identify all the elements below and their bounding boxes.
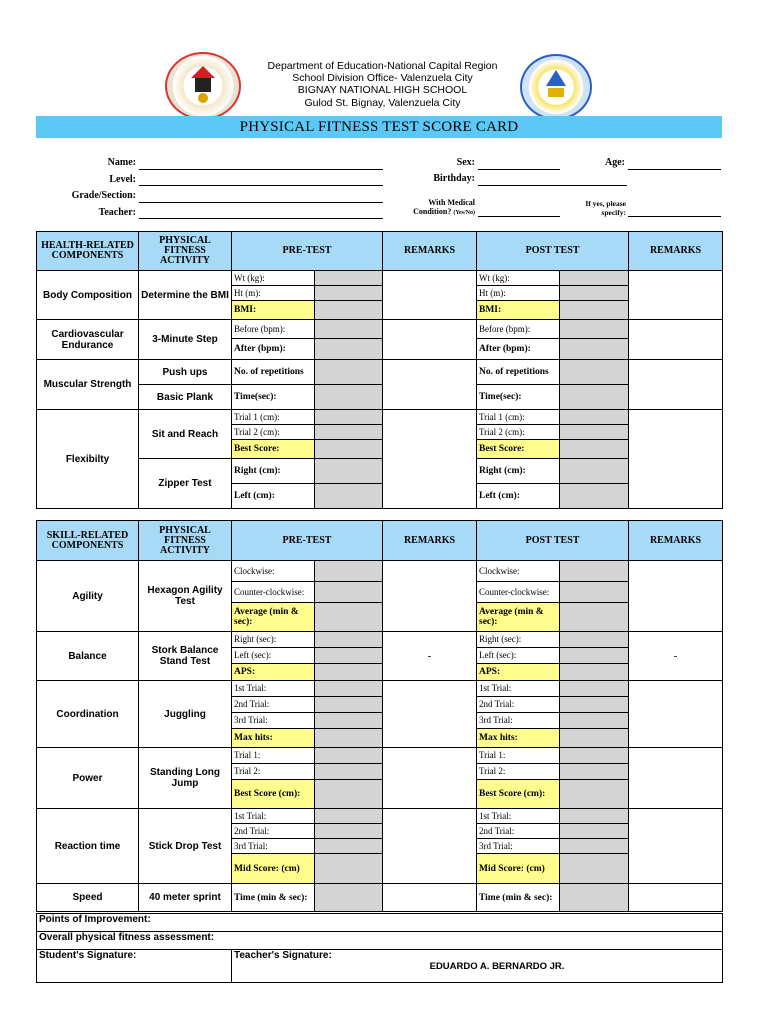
pre-remarks-flex[interactable]	[383, 410, 477, 509]
pre-bmi-label: BMI:	[232, 301, 315, 320]
student-signature[interactable]: Student's Signature:	[37, 950, 232, 983]
stick-drop-label: Stick Drop Test	[139, 809, 232, 884]
teacher-signature-name: EDUARDO A. BERNARDO JR.	[429, 961, 565, 972]
health-components-header: HEALTH-RELATED COMPONENTS	[37, 232, 139, 271]
teacher-signature[interactable]	[232, 950, 723, 983]
sex-field[interactable]	[478, 169, 560, 170]
post-react-t1-label: 1st Trial:	[477, 809, 560, 824]
post-coord-t1-input[interactable]	[560, 681, 629, 697]
pre-right-cm-input[interactable]	[315, 459, 383, 484]
pre-trial2cm-input[interactable]	[315, 425, 383, 440]
juggling-label: Juggling	[139, 681, 232, 748]
post-remarks-agility[interactable]	[629, 561, 723, 632]
post-trial2cm-input[interactable]	[560, 425, 629, 440]
post-before-input[interactable]	[560, 320, 629, 339]
pre-coord-t1-input[interactable]	[315, 681, 383, 697]
post-left-sec-input[interactable]	[560, 648, 629, 664]
step-test-label: 3-Minute Step	[139, 320, 232, 360]
pre-average-label: Average (min & sec):	[232, 603, 315, 632]
post-left-cm-input[interactable]	[560, 484, 629, 509]
birthday-field[interactable]	[478, 185, 627, 186]
page-title: PHYSICAL FITNESS TEST SCORE CARD	[36, 116, 722, 138]
pre-left-cm-input[interactable]	[315, 484, 383, 509]
post-coord-t3-input[interactable]	[560, 713, 629, 729]
if-yes-label: If yes, please specify:	[585, 199, 626, 217]
bmi-activity-label: Determine the BMI	[139, 271, 232, 320]
pre-before-label: Before (bpm):	[232, 320, 315, 339]
teacher-label: Teacher:	[98, 207, 136, 218]
health-posttest-header: POST TEST	[477, 232, 629, 271]
post-react-t3-input[interactable]	[560, 839, 629, 854]
health-pre-remarks-header: REMARKS	[383, 232, 477, 271]
coordination-label: Coordination	[37, 681, 139, 748]
balance-label: Balance	[37, 632, 139, 681]
pre-left-sec-input[interactable]	[315, 648, 383, 664]
school-name: BIGNAY NATIONAL HIGH SCHOOL	[297, 84, 468, 96]
pre-react-t2-input[interactable]	[315, 824, 383, 839]
age-field[interactable]	[628, 169, 721, 170]
grade-section-label: Grade/Section:	[71, 190, 136, 201]
post-bestcm-label: Best Score (cm):	[477, 780, 560, 809]
post-ht-input[interactable]	[560, 286, 629, 301]
age-label: Age:	[605, 157, 625, 168]
pre-react-t3-label: 3rd Trial:	[232, 839, 315, 854]
post-wt-label: Wt (kg):	[477, 271, 560, 286]
muscular-strength-label: Muscular Strength	[37, 360, 139, 410]
pre-bestcm-input[interactable]	[315, 780, 383, 809]
pre-remarks-speed[interactable]	[383, 884, 477, 912]
pre-react-t3-input[interactable]	[315, 839, 383, 854]
power-label: Power	[37, 748, 139, 809]
post-react-t2-input[interactable]	[560, 824, 629, 839]
pre-aps-label: APS:	[232, 664, 315, 681]
pre-clockwise-label: Clockwise:	[232, 561, 315, 582]
level-field[interactable]	[139, 185, 383, 186]
pre-maxhits-input[interactable]	[315, 729, 383, 748]
post-mid-input[interactable]	[560, 854, 629, 884]
post-remarks-cardio[interactable]	[629, 320, 723, 360]
pre-wt-input[interactable]	[315, 271, 383, 286]
pre-plank-time-input[interactable]	[315, 385, 383, 410]
post-remarks-speed[interactable]	[629, 884, 723, 912]
pre-aps-input[interactable]	[315, 664, 383, 681]
post-ht-label: Ht (m):	[477, 286, 560, 301]
school-address: Gulod St. Bignay, Valenzuela City	[304, 97, 461, 109]
pre-after-input[interactable]	[315, 339, 383, 360]
pre-wt-label: Wt (kg):	[232, 271, 315, 286]
post-bestcm-input[interactable]	[560, 780, 629, 809]
post-right-cm-label: Right (cm):	[477, 459, 560, 484]
pre-trial1cm-label: Trial 1 (cm):	[232, 410, 315, 425]
pre-remarks-balance[interactable]: -	[383, 632, 477, 681]
health-activity-header: PHYSICAL FITNESS ACTIVITY	[139, 232, 232, 271]
post-trial1cm-input[interactable]	[560, 410, 629, 425]
deped-line: Department of Education-National Capital Region	[267, 60, 498, 72]
post-left-cm-label: Left (cm):	[477, 484, 560, 509]
post-right-sec-input[interactable]	[560, 632, 629, 648]
pre-remarks-reaction[interactable]	[383, 809, 477, 884]
pre-counter-label: Counter-clockwise:	[232, 582, 315, 603]
post-react-t1-input[interactable]	[560, 809, 629, 824]
pre-ht-input[interactable]	[315, 286, 383, 301]
post-remarks-muscular[interactable]	[629, 360, 723, 410]
reaction-time-label: Reaction time	[37, 809, 139, 884]
post-coord-t2-label: 2nd Trial:	[477, 697, 560, 713]
post-trial1cm-label: Trial 1 (cm):	[477, 410, 560, 425]
pre-time-input[interactable]	[315, 884, 383, 912]
pre-counter-input[interactable]	[315, 582, 383, 603]
pre-react-t1-label: 1st Trial:	[232, 809, 315, 824]
post-aps-input[interactable]	[560, 664, 629, 681]
post-counter-input[interactable]	[560, 582, 629, 603]
overall-assessment[interactable]: Overall physical fitness assessment:	[37, 932, 723, 950]
flexibility-label: Flexibilty	[37, 410, 139, 509]
post-power-t1-label: Trial 1:	[477, 748, 560, 764]
pre-bestcm-label: Best Score (cm):	[232, 780, 315, 809]
post-right-cm-input[interactable]	[560, 459, 629, 484]
pre-bmi-input[interactable]	[315, 301, 383, 320]
pre-power-t2-input[interactable]	[315, 764, 383, 780]
post-after-input[interactable]	[560, 339, 629, 360]
pre-reps-input[interactable]	[315, 360, 383, 385]
post-reps-label: No. of repetitions	[477, 360, 560, 385]
skill-post-remarks-header: REMARKS	[629, 521, 723, 561]
post-trial2cm-label: Trial 2 (cm):	[477, 425, 560, 440]
pre-coord-t1-label: 1st Trial:	[232, 681, 315, 697]
hexagon-test-label: Hexagon Agility Test	[139, 561, 232, 632]
division-emblem-icon	[167, 54, 239, 118]
post-clockwise-label: Clockwise:	[477, 561, 560, 582]
pre-average-input[interactable]	[315, 603, 383, 632]
post-time-label: Time (min & sec):	[477, 884, 560, 912]
pre-mid-input[interactable]	[315, 854, 383, 884]
post-react-t3-label: 3rd Trial:	[477, 839, 560, 854]
pre-plank-time-label: Time(sec):	[232, 385, 315, 410]
post-power-t1-input[interactable]	[560, 748, 629, 764]
pre-before-input[interactable]	[315, 320, 383, 339]
long-jump-label: Standing Long Jump	[139, 748, 232, 809]
pre-coord-t3-input[interactable]	[315, 713, 383, 729]
pre-remarks-muscular[interactable]	[383, 360, 477, 410]
pre-ht-label: Ht (m):	[232, 286, 315, 301]
health-post-remarks-header: REMARKS	[629, 232, 723, 271]
pre-remarks-coordination[interactable]	[383, 681, 477, 748]
skill-posttest-header: POST TEST	[477, 521, 629, 561]
post-after-label: After (bpm):	[477, 339, 560, 360]
post-maxhits-label: Max hits:	[477, 729, 560, 748]
sit-reach-label: Sit and Reach	[139, 410, 232, 459]
points-of-improvement[interactable]: Points of Improvement:	[37, 914, 723, 932]
pre-power-t1-label: Trial 1:	[232, 748, 315, 764]
post-coord-t3-label: 3rd Trial:	[477, 713, 560, 729]
sprint-label: 40 meter sprint	[139, 884, 232, 912]
pre-best-input[interactable]	[315, 440, 383, 459]
pre-coord-t3-label: 3rd Trial:	[232, 713, 315, 729]
post-remarks-bmi[interactable]	[629, 271, 723, 320]
post-remarks-reaction[interactable]	[629, 809, 723, 884]
post-wt-input[interactable]	[560, 271, 629, 286]
post-coord-t1-label: 1st Trial:	[477, 681, 560, 697]
skill-pretest-header: PRE-TEST	[232, 521, 383, 561]
stork-test-label: Stork Balance Stand Test	[139, 632, 232, 681]
post-before-label: Before (bpm):	[477, 320, 560, 339]
pre-reps-label: No. of repetitions	[232, 360, 315, 385]
pre-maxhits-label: Max hits:	[232, 729, 315, 748]
birthday-label: Birthday:	[433, 173, 475, 184]
post-remarks-balance[interactable]: -	[629, 632, 723, 681]
pre-after-label: After (bpm):	[232, 339, 315, 360]
post-power-t2-label: Trial 2:	[477, 764, 560, 780]
pre-best-label: Best Score:	[232, 440, 315, 459]
post-aps-label: APS:	[477, 664, 560, 681]
post-counter-label: Counter-clockwise:	[477, 582, 560, 603]
post-best-input[interactable]	[560, 440, 629, 459]
agility-label: Agility	[37, 561, 139, 632]
skill-components-header: SKILL-RELATED COMPONENTS	[37, 521, 139, 561]
teacher-signature-label: Teacher's Signature:	[234, 950, 332, 961]
zipper-test-label: Zipper Test	[139, 459, 232, 509]
pre-power-t2-label: Trial 2:	[232, 764, 315, 780]
post-remarks-power[interactable]	[629, 748, 723, 809]
post-plank-time-input[interactable]	[560, 385, 629, 410]
post-plank-time-label: Time(sec):	[477, 385, 560, 410]
name-label: Name:	[107, 157, 136, 168]
pre-remarks-agility[interactable]	[383, 561, 477, 632]
level-label: Level:	[109, 174, 136, 185]
pre-left-sec-label: Left (sec):	[232, 648, 315, 664]
pre-remarks-cardio[interactable]	[383, 320, 477, 360]
teacher-field[interactable]	[139, 218, 383, 219]
sex-label: Sex:	[456, 157, 475, 168]
pre-coord-t2-label: 2nd Trial:	[232, 697, 315, 713]
post-remarks-flex[interactable]	[629, 410, 723, 509]
post-best-label: Best Score:	[477, 440, 560, 459]
pre-right-sec-input[interactable]	[315, 632, 383, 648]
pre-remarks-bmi[interactable]	[383, 271, 477, 320]
post-maxhits-input[interactable]	[560, 729, 629, 748]
post-bmi-label: BMI:	[477, 301, 560, 320]
footer-table	[36, 913, 723, 983]
pre-trial1cm-input[interactable]	[315, 410, 383, 425]
health-related-table	[36, 231, 723, 509]
cardio-label: Cardiovascular Endurance	[37, 320, 139, 360]
pre-mid-label: Mid Score: (cm)	[232, 854, 315, 884]
pre-time-label: Time (min & sec):	[232, 884, 315, 912]
body-composition-label: Body Composition	[37, 271, 139, 320]
grade-section-field[interactable]	[139, 202, 383, 203]
medical-condition-field[interactable]	[478, 216, 560, 217]
pre-coord-t2-input[interactable]	[315, 697, 383, 713]
division-line: School Division Office- Valenzuela City	[292, 72, 473, 84]
post-remarks-coordination[interactable]	[629, 681, 723, 748]
pushups-label: Push ups	[139, 360, 232, 385]
pre-clockwise-input[interactable]	[315, 561, 383, 582]
post-time-input[interactable]	[560, 884, 629, 912]
pre-power-t1-input[interactable]	[315, 748, 383, 764]
if-yes-field[interactable]	[628, 216, 721, 217]
post-coord-t2-input[interactable]	[560, 697, 629, 713]
post-left-sec-label: Left (sec):	[477, 648, 560, 664]
name-field[interactable]	[139, 169, 383, 170]
skill-pre-remarks-header: REMARKS	[383, 521, 477, 561]
post-bmi-input[interactable]	[560, 301, 629, 320]
post-reps-input[interactable]	[560, 360, 629, 385]
pre-react-t2-label: 2nd Trial:	[232, 824, 315, 839]
pre-react-t1-input[interactable]	[315, 809, 383, 824]
pre-right-sec-label: Right (sec):	[232, 632, 315, 648]
pre-remarks-power[interactable]	[383, 748, 477, 809]
health-pretest-header: PRE-TEST	[232, 232, 383, 271]
plank-label: Basic Plank	[139, 385, 232, 410]
pre-trial2cm-label: Trial 2 (cm):	[232, 425, 315, 440]
post-react-t2-label: 2nd Trial:	[477, 824, 560, 839]
pre-right-cm-label: Right (cm):	[232, 459, 315, 484]
post-right-sec-label: Right (sec):	[477, 632, 560, 648]
post-clockwise-input[interactable]	[560, 561, 629, 582]
medical-condition-label: With Medical Condition? (Yes/No)	[413, 198, 475, 216]
post-power-t2-input[interactable]	[560, 764, 629, 780]
skill-activity-header: PHYSICAL FITNESS ACTIVITY	[139, 521, 232, 561]
post-average-label: Average (min & sec):	[477, 603, 560, 632]
post-mid-label: Mid Score: (cm)	[477, 854, 560, 884]
pre-left-cm-label: Left (cm):	[232, 484, 315, 509]
speed-label: Speed	[37, 884, 139, 912]
post-average-input[interactable]	[560, 603, 629, 632]
skill-related-table	[36, 520, 723, 912]
